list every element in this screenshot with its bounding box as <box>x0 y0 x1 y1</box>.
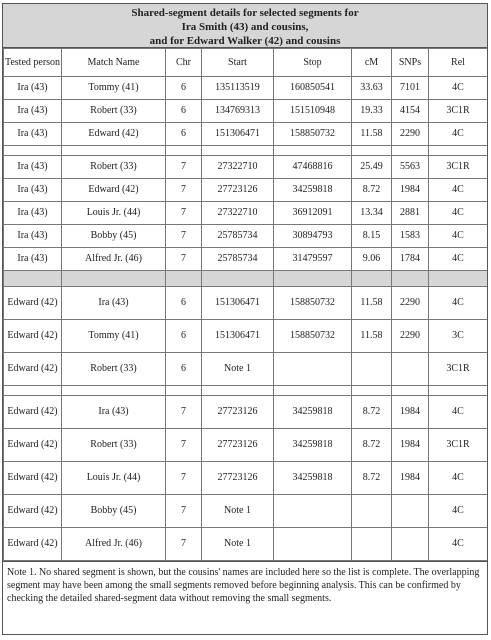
cell-chromosome: 7 <box>166 225 202 248</box>
table-row <box>4 495 488 528</box>
cell-match-name: Alfred Jr. (46) <box>62 528 166 561</box>
cell-snps: 1984 <box>392 179 429 202</box>
title-line-1: Shared-segment details for selected segments for <box>131 7 359 19</box>
cell-tested-person: Ira (43) <box>4 156 62 179</box>
cell-start: Note 1 <box>202 495 274 528</box>
cell-tested-person: Edward (42) <box>4 353 62 386</box>
section-divider-row <box>4 271 488 287</box>
cell-start: 151306471 <box>202 287 274 320</box>
cell-snps <box>392 353 429 386</box>
cell-start: Note 1 <box>202 528 274 561</box>
title-line-3: and for Edward Walker (42) and cousins <box>149 35 341 47</box>
cell-chromosome: 6 <box>166 353 202 386</box>
cell-chromosome: 7 <box>166 248 202 271</box>
cell-stop <box>274 528 352 561</box>
table-header-row <box>4 49 488 77</box>
cell-tested-person: Ira (43) <box>4 100 62 123</box>
empty-cell <box>4 386 62 396</box>
empty-cell <box>274 146 352 156</box>
cell-stop: 158850732 <box>274 287 352 320</box>
table-row <box>4 100 488 123</box>
cell-relationship: 3C1R <box>429 156 488 179</box>
empty-cell <box>392 146 429 156</box>
cell-cm <box>352 353 392 386</box>
table-row <box>4 225 488 248</box>
cell-start: 151306471 <box>202 320 274 353</box>
cell-cm: 19.33 <box>352 100 392 123</box>
cell-relationship: 4C <box>429 462 488 495</box>
cell-relationship: 4C <box>429 225 488 248</box>
cell-stop: 30894793 <box>274 225 352 248</box>
cell-chromosome: 6 <box>166 77 202 100</box>
footnote: Note 1. No shared segment is shown, but the cousins' names are included here so the list is complete. The overlapping segment may have been among the small segments removed before beginning analysis. This can be confirmed by checking the detailed shared-segment data without removing the small segments. <box>3 561 487 605</box>
segment-table <box>3 48 488 561</box>
cell-tested-person: Edward (42) <box>4 287 62 320</box>
cell-relationship: 4C <box>429 77 488 100</box>
cell-cm <box>352 495 392 528</box>
cell-relationship: 4C <box>429 179 488 202</box>
empty-cell <box>274 271 352 287</box>
cell-relationship: 4C <box>429 287 488 320</box>
cell-snps: 1583 <box>392 225 429 248</box>
cell-start: 27723126 <box>202 396 274 429</box>
cell-start: 25785734 <box>202 248 274 271</box>
title-line-2: Ira Smith (43) and cousins, <box>181 21 309 33</box>
cell-stop <box>274 353 352 386</box>
table-row <box>4 77 488 100</box>
cell-cm: 8.72 <box>352 396 392 429</box>
cell-chromosome: 7 <box>166 156 202 179</box>
empty-cell <box>274 386 352 396</box>
cell-cm: 13.34 <box>352 202 392 225</box>
cell-match-name: Tommy (41) <box>62 320 166 353</box>
empty-cell <box>392 271 429 287</box>
cell-chromosome: 7 <box>166 429 202 462</box>
cell-chromosome: 7 <box>166 202 202 225</box>
cell-stop: 34259818 <box>274 396 352 429</box>
column-header-chromosome: Chr <box>166 49 202 77</box>
empty-cell <box>62 386 166 396</box>
cell-cm: 11.58 <box>352 320 392 353</box>
empty-cell <box>352 386 392 396</box>
cell-snps: 2881 <box>392 202 429 225</box>
cell-tested-person: Ira (43) <box>4 202 62 225</box>
cell-tested-person: Ira (43) <box>4 248 62 271</box>
table-row <box>4 396 488 429</box>
column-header-match-name: Match Name <box>62 49 166 77</box>
column-header-cm: cM <box>352 49 392 77</box>
cell-relationship: 3C <box>429 320 488 353</box>
segment-table-body <box>4 49 488 561</box>
cell-chromosome: 6 <box>166 320 202 353</box>
cell-chromosome: 7 <box>166 495 202 528</box>
cell-chromosome: 7 <box>166 396 202 429</box>
empty-cell <box>429 271 488 287</box>
empty-cell <box>166 146 202 156</box>
cell-tested-person: Ira (43) <box>4 179 62 202</box>
cell-snps: 2290 <box>392 287 429 320</box>
cell-stop: 36912091 <box>274 202 352 225</box>
cell-match-name: Edward (42) <box>62 179 166 202</box>
cell-snps: 1984 <box>392 396 429 429</box>
table-row <box>4 528 488 561</box>
cell-stop: 160850541 <box>274 77 352 100</box>
cell-cm <box>352 528 392 561</box>
cell-start: 27723126 <box>202 462 274 495</box>
empty-cell <box>202 386 274 396</box>
cell-snps: 7101 <box>392 77 429 100</box>
cell-start: 27322710 <box>202 156 274 179</box>
cell-match-name: Bobby (45) <box>62 225 166 248</box>
cell-stop <box>274 495 352 528</box>
cell-start: 25785734 <box>202 225 274 248</box>
cell-stop: 158850732 <box>274 320 352 353</box>
cell-cm: 8.72 <box>352 429 392 462</box>
table-row <box>4 353 488 386</box>
cell-relationship: 4C <box>429 528 488 561</box>
cell-chromosome: 7 <box>166 179 202 202</box>
cell-relationship: 4C <box>429 202 488 225</box>
cell-match-name: Edward (42) <box>62 123 166 146</box>
cell-match-name: Louis Jr. (44) <box>62 462 166 495</box>
cell-relationship: 4C <box>429 495 488 528</box>
table-row <box>4 429 488 462</box>
cell-tested-person: Edward (42) <box>4 528 62 561</box>
cell-tested-person: Edward (42) <box>4 429 62 462</box>
empty-cell <box>166 386 202 396</box>
cell-start: 151306471 <box>202 123 274 146</box>
cell-stop: 47468816 <box>274 156 352 179</box>
cell-match-name: Robert (33) <box>62 100 166 123</box>
cell-tested-person: Edward (42) <box>4 320 62 353</box>
table-row <box>4 123 488 146</box>
cell-tested-person: Edward (42) <box>4 462 62 495</box>
cell-snps <box>392 528 429 561</box>
cell-relationship: 3C1R <box>429 429 488 462</box>
cell-stop: 34259818 <box>274 429 352 462</box>
cell-start: 27322710 <box>202 202 274 225</box>
cell-chromosome: 7 <box>166 528 202 561</box>
cell-tested-person: Ira (43) <box>4 225 62 248</box>
column-header-tested-person: Tested person <box>4 49 62 77</box>
cell-cm: 11.58 <box>352 123 392 146</box>
cell-relationship: 3C1R <box>429 353 488 386</box>
cell-stop: 158850732 <box>274 123 352 146</box>
cell-start: 135113519 <box>202 77 274 100</box>
empty-cell <box>429 146 488 156</box>
cell-start: 27723126 <box>202 429 274 462</box>
spacer-row <box>4 146 488 156</box>
cell-match-name: Alfred Jr. (46) <box>62 248 166 271</box>
cell-stop: 34259818 <box>274 462 352 495</box>
cell-match-name: Robert (33) <box>62 353 166 386</box>
cell-cm: 8.72 <box>352 462 392 495</box>
empty-cell <box>4 271 62 287</box>
cell-match-name: Ira (43) <box>62 287 166 320</box>
cell-snps: 5563 <box>392 156 429 179</box>
empty-cell <box>392 386 429 396</box>
column-header-snps: SNPs <box>392 49 429 77</box>
cell-snps: 1784 <box>392 248 429 271</box>
empty-cell <box>429 386 488 396</box>
table-row <box>4 179 488 202</box>
cell-start: Note 1 <box>202 353 274 386</box>
cell-cm: 11.58 <box>352 287 392 320</box>
cell-stop: 31479597 <box>274 248 352 271</box>
cell-stop: 34259818 <box>274 179 352 202</box>
empty-cell <box>166 271 202 287</box>
cell-snps: 4154 <box>392 100 429 123</box>
cell-match-name: Bobby (45) <box>62 495 166 528</box>
table-row <box>4 248 488 271</box>
table-title <box>3 4 487 48</box>
segment-table-frame <box>2 3 488 635</box>
table-row <box>4 156 488 179</box>
empty-cell <box>62 146 166 156</box>
cell-cm: 8.72 <box>352 179 392 202</box>
cell-match-name: Tommy (41) <box>62 77 166 100</box>
empty-cell <box>62 271 166 287</box>
cell-relationship: 3C1R <box>429 100 488 123</box>
cell-tested-person: Edward (42) <box>4 495 62 528</box>
cell-snps: 1984 <box>392 462 429 495</box>
cell-snps <box>392 495 429 528</box>
cell-match-name: Robert (33) <box>62 429 166 462</box>
cell-snps: 2290 <box>392 123 429 146</box>
empty-cell <box>352 146 392 156</box>
cell-tested-person: Ira (43) <box>4 77 62 100</box>
cell-chromosome: 6 <box>166 123 202 146</box>
cell-stop: 151510948 <box>274 100 352 123</box>
empty-cell <box>202 271 274 287</box>
cell-cm: 25.49 <box>352 156 392 179</box>
cell-relationship: 4C <box>429 248 488 271</box>
column-header-stop: Stop <box>274 49 352 77</box>
table-row <box>4 320 488 353</box>
cell-match-name: Robert (33) <box>62 156 166 179</box>
cell-snps: 2290 <box>392 320 429 353</box>
table-row <box>4 287 488 320</box>
empty-cell <box>4 146 62 156</box>
cell-chromosome: 6 <box>166 100 202 123</box>
spacer-row <box>4 386 488 396</box>
cell-chromosome: 7 <box>166 462 202 495</box>
empty-cell <box>202 146 274 156</box>
cell-start: 134769313 <box>202 100 274 123</box>
cell-chromosome: 6 <box>166 287 202 320</box>
cell-cm: 9.06 <box>352 248 392 271</box>
cell-cm: 8.15 <box>352 225 392 248</box>
table-row <box>4 462 488 495</box>
column-header-start: Start <box>202 49 274 77</box>
cell-match-name: Louis Jr. (44) <box>62 202 166 225</box>
cell-start: 27723126 <box>202 179 274 202</box>
column-header-relationship: Rel <box>429 49 488 77</box>
cell-tested-person: Edward (42) <box>4 396 62 429</box>
cell-tested-person: Ira (43) <box>4 123 62 146</box>
table-row <box>4 202 488 225</box>
empty-cell <box>352 271 392 287</box>
cell-relationship: 4C <box>429 396 488 429</box>
cell-snps: 1984 <box>392 429 429 462</box>
cell-relationship: 4C <box>429 123 488 146</box>
cell-match-name: Ira (43) <box>62 396 166 429</box>
cell-cm: 33.63 <box>352 77 392 100</box>
